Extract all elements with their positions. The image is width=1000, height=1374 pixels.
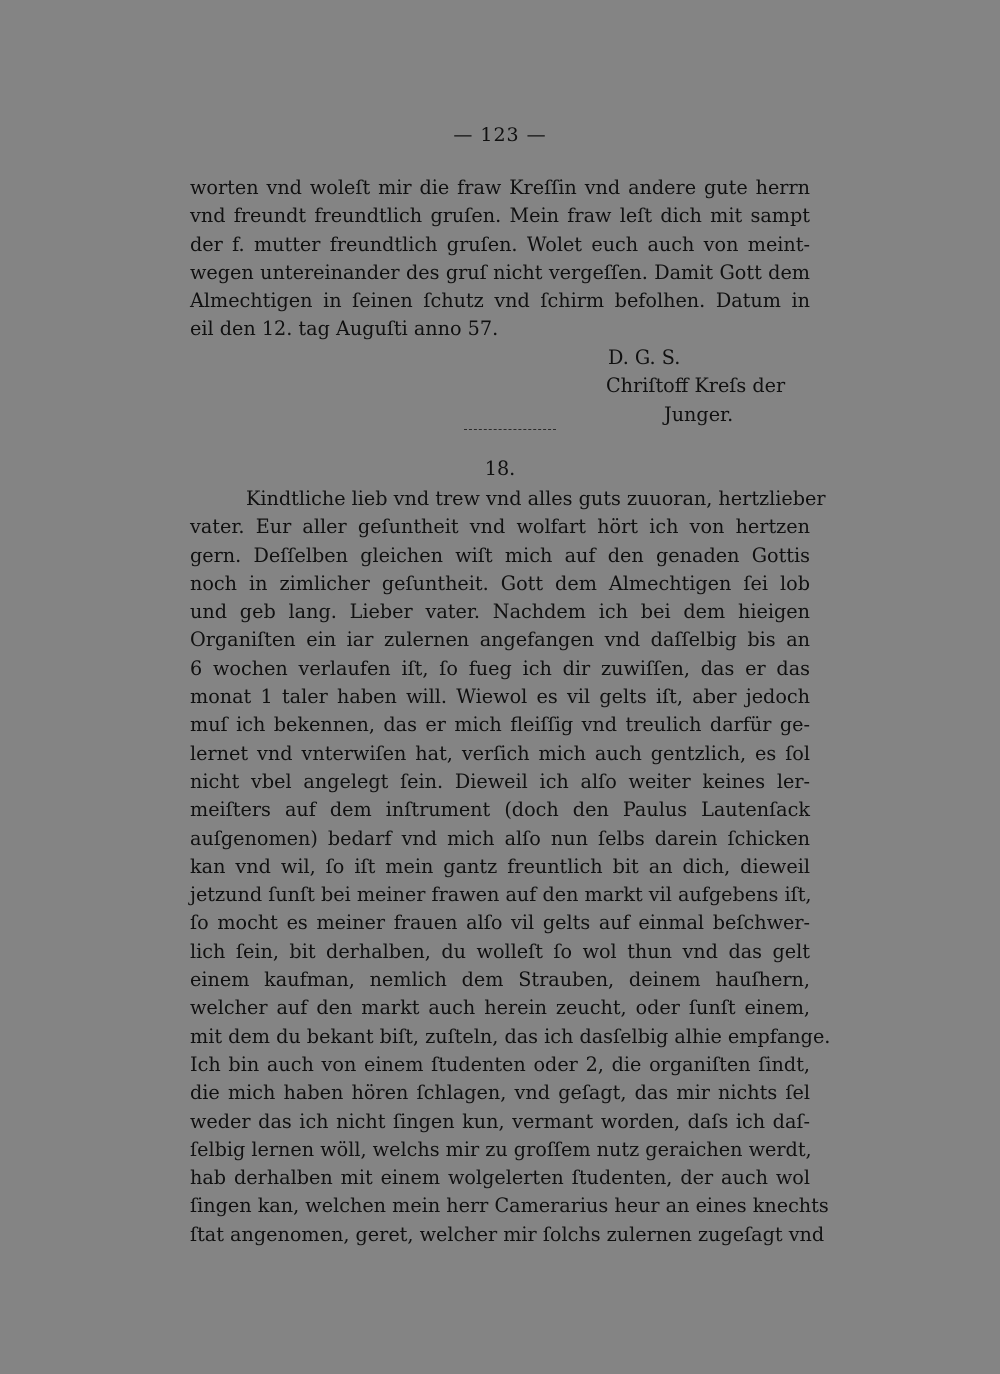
text-line: lernet vnd vnterwiſen hat, verſich mich auch gentzlich, es ſol — [190, 741, 810, 765]
text-line: Almechtigen in ſeinen ſchutz vnd ſchirm befolhen. Datum in — [190, 289, 810, 313]
section-number: 18. — [484, 457, 516, 480]
letter-18-text — [190, 485, 831, 1249]
text-line: auſgenomen) bedarf vnd mich alſo nun ſelbs darein ſchicken — [190, 826, 810, 850]
text-line: die mich haben hören ſchlagen, vnd geſagt, das mir nichts ſel — [190, 1081, 810, 1105]
text-line: Organiſten ein iar zulernen angefangen vnd daſſelbig bis an — [190, 628, 810, 652]
letter-17-closing-text — [190, 174, 810, 344]
text-line: 6 wochen verlaufen iſt, ſo fueg ich dir zuwiſſen, das er das — [190, 656, 810, 680]
page-number: — 123 — — [453, 124, 547, 146]
text-line: wegen untereinander des gruſ nicht vergeſſen. Damit Gott dem — [190, 260, 810, 284]
text-line: meiſters auf dem inſtrument (doch den Paulus Lautenſack — [190, 798, 810, 822]
text-line: ſingen kan, welchen mein herr Camerarius heur an eines knechts — [190, 1194, 829, 1218]
text-line: vnd freundt freundtlich gruſen. Mein fraw leſt dich mit sampt — [190, 204, 810, 228]
text-line: gern. Deſſelben gleichen wiſt mich auf den genaden Gottis — [190, 543, 810, 567]
text-line: mit dem du bekant biſt, zuſteln, das ich dasſelbig alhie empfange. — [190, 1024, 831, 1048]
signature-title: Junger. — [664, 403, 734, 426]
text-line: muſ ich bekennen, das er mich fleiſſig vnd treulich darfür ge- — [190, 713, 810, 737]
text-line: monat 1 taler haben will. Wiewol es vil gelts iſt, aber jedoch — [190, 685, 810, 709]
text-line: lich ſein, bit derhalben, du wolleſt ſo wol thun vnd das gelt — [190, 939, 810, 963]
text-line: Kindtliche lieb vnd trew vnd alles guts zuuoran, hertzlieber — [246, 487, 826, 510]
text-line: ſo mocht es meiner frauen alſo vil gelts auf einmal beſchwer- — [190, 911, 810, 935]
text-line: ſelbig lernen wöll, welchs mir zu groſſem nutz geraichen werdt, — [190, 1137, 812, 1161]
signature-initials: D. G. S. — [608, 346, 681, 369]
text-line: ſtat angenomen, geret, welcher mir ſolchs zulernen zugeſagt vnd — [190, 1222, 825, 1246]
text-line: welcher auf den markt auch herein zeucht, oder ſunſt einem, — [190, 996, 810, 1020]
text-line: nicht vbel angelegt ſein. Dieweil ich alſo weiter keines ler- — [190, 769, 810, 793]
text-line: Ich bin auch von einem ſtudenten oder 2, die organiſten ſindt, — [190, 1052, 810, 1076]
text-line: kan vnd wil, ſo iſt mein gantz freuntlich bit an dich, dieweil — [190, 854, 810, 878]
section-divider — [464, 429, 556, 430]
text-line: der f. mutter freundtlich gruſen. Wolet euch auch von meint- — [190, 232, 810, 256]
text-line: worten vnd woleſt mir die fraw Kreſſin vnd andere gute herrn — [190, 176, 810, 199]
text-line: weder das ich nicht ſingen kun, vermant worden, daſs ich daſ- — [190, 1109, 810, 1133]
text-line: hab derhalben mit einem wolgelerten ſtudenten, der auch wol — [190, 1166, 810, 1190]
text-line: und geb lang. Lieber vater. Nachdem ich bei dem hieigen — [190, 600, 810, 624]
text-line: vater. Eur aller geſuntheit vnd wolfart hört ich von hertzen — [190, 515, 810, 539]
signature-name: Chriſtoff Kreſs der — [606, 374, 786, 397]
text-line: eil den 12. tag Auguſti anno 57. — [190, 317, 499, 341]
text-line: noch in zimlicher geſuntheit. Gott dem Almechtigen ſei lob — [190, 571, 810, 595]
text-line: jetzund ſunſt bei meiner frawen auf den markt vil aufgebens iſt, — [190, 883, 812, 907]
text-line: einem kaufman, nemlich dem Strauben, deinem hauſhern, — [190, 968, 810, 992]
